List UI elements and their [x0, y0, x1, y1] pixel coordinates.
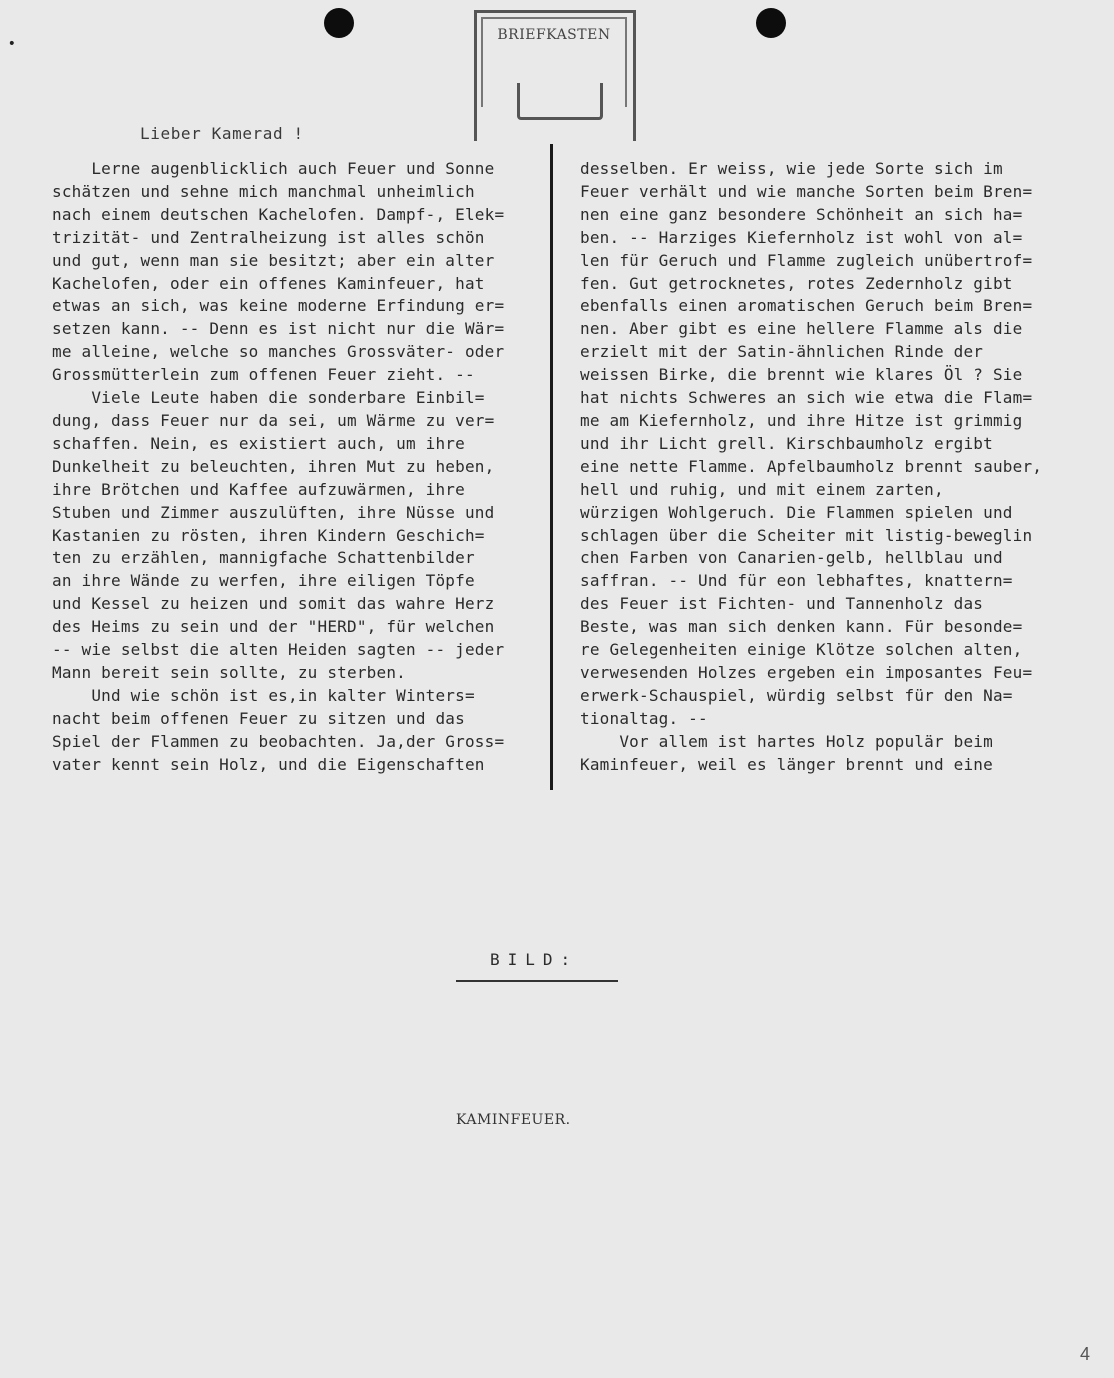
mailbox-header [474, 10, 636, 141]
column-divider [550, 144, 553, 790]
text-line: hat nichts Schweres an sich wie etwa die Flam= [580, 388, 1033, 408]
text-line: Und wie schön ist es,in kalter Winters= [52, 685, 475, 705]
corner-mark: • [5, 35, 19, 53]
text-line: ten zu erzählen, mannigfache Schattenbilder [52, 548, 475, 568]
text-line: etwas an sich, was keine moderne Erfindung er= [52, 296, 505, 316]
text-line: fen. Gut getrocknetes, rotes Zedernholz gibt [580, 273, 1013, 293]
text-line: me am Kiefernholz, und ihre Hitze ist grimmig [580, 410, 1023, 430]
text-line: hell und ruhig, und mit einem zarten, [580, 479, 944, 499]
text-line: eine nette Flamme. Apfelbaumholz brennt sauber, [580, 456, 1043, 476]
text-line: Mann bereit sein sollte, zu sterben. [52, 662, 406, 682]
text-line: Stuben und Zimmer auszulüften, ihre Nüsse und [52, 502, 495, 522]
text-line: Feuer verhält und wie manche Sorten beim Bren= [580, 181, 1033, 201]
text-line: setzen kann. -- Denn es ist nicht nur die Wär= [52, 319, 505, 339]
text-line: Kaminfeuer, weil es länger brennt und eine [580, 754, 993, 774]
text-line: erzielt mit der Satin-ähnlichen Rinde der [580, 342, 984, 362]
text-line: dung, dass Feuer nur da sei, um Wärme zu ver= [52, 410, 495, 430]
text-line: Kastanien zu rösten, ihren Kindern Geschich= [52, 525, 485, 545]
text-line: weissen Birke, die brennt wie klares Öl ? Sie [580, 365, 1023, 385]
text-line: schätzen und sehne mich manchmal unheimlich [52, 181, 475, 201]
mailbox-frame [481, 17, 627, 107]
text-line: re Gelegenheiten einige Klötze solchen alten, [580, 640, 1023, 660]
text-line: Viele Leute haben die sonderbare Einbil= [52, 388, 485, 408]
text-line: Kachelofen, oder ein offenes Kaminfeuer, hat [52, 273, 485, 293]
text-line: Lerne augenblicklich auch Feuer und Sonne [52, 159, 495, 178]
text-line: Vor allem ist hartes Holz populär beim [580, 731, 993, 751]
punch-hole-left [324, 8, 354, 38]
right-text-column [580, 158, 1100, 776]
text-line: me alleine, welche so manches Grossväter- oder [52, 342, 505, 362]
text-line: nacht beim offenen Feuer zu sitzen und das [52, 708, 465, 728]
text-line: saffran. -- Und für eon lebhaftes, knattern= [580, 571, 1013, 591]
text-line: nen. Aber gibt es eine hellere Flamme als die [580, 319, 1023, 339]
text-line: chen Farben von Canarien-gelb, hellblau und [580, 548, 1003, 568]
left-text-column [52, 158, 552, 776]
text-line: und gut, wenn man sie besitzt; aber ein alter [52, 250, 495, 270]
text-line: ihre Brötchen und Kaffee aufzuwärmen, ihre [52, 479, 465, 499]
text-line: trizität- und Zentralheizung ist alles schön [52, 227, 485, 247]
text-line: len für Geruch und Flamme zugleich unübertrof= [580, 250, 1033, 270]
text-line: und ihr Licht grell. Kirschbaumholz ergibt [580, 433, 993, 453]
text-line: desselben. Er weiss, wie jede Sorte sich im [580, 159, 1003, 178]
punch-hole-right [756, 8, 786, 38]
page-number: 4 [1080, 1344, 1091, 1364]
text-line: nach einem deutschen Kachelofen. Dampf-, Elek= [52, 204, 505, 224]
mailbox-slot-icon [517, 83, 603, 120]
mailbox-label: BRIEFKASTEN [497, 27, 611, 43]
text-line: erwerk-Schauspiel, würdig selbst für den Na= [580, 685, 1013, 705]
text-line: würzigen Wohlgeruch. Die Flammen spielen und [580, 502, 1013, 522]
text-line: verwesenden Holzes ergeben ein imposantes Feu= [580, 662, 1033, 682]
text-line: schaffen. Nein, es existiert auch, um ihre [52, 433, 465, 453]
text-line: -- wie selbst die alten Heiden sagten -- jeder [52, 640, 505, 660]
text-line: schlagen über die Scheiter mit listig-beweglin [580, 525, 1033, 545]
text-line: des Feuer ist Fichten- und Tannenholz das [580, 594, 984, 614]
text-line: Spiel der Flammen zu beobachten. Ja,der Gross= [52, 731, 505, 751]
text-line: tionaltag. -- [580, 708, 708, 728]
salutation: Lieber Kamerad ! [140, 124, 304, 143]
picture-label-underline [456, 980, 618, 982]
text-line: nen eine ganz besondere Schönheit an sich ha= [580, 204, 1023, 224]
text-line: Dunkelheit zu beleuchten, ihren Mut zu heben, [52, 456, 495, 476]
text-line: ebenfalls einen aromatischen Geruch beim Bren= [580, 296, 1033, 316]
text-line: an ihre Wände zu werfen, ihre eiligen Töpfe [52, 571, 475, 591]
text-line: des Heims zu sein und der "HERD", für welchen [52, 617, 495, 637]
text-line: vater kennt sein Holz, und die Eigenschaften [52, 754, 485, 774]
text-line: ben. -- Harziges Kiefernholz ist wohl von al= [580, 227, 1023, 247]
text-line: Grossmütterlein zum offenen Feuer zieht. -- [52, 365, 475, 385]
picture-caption: KAMINFEUER. [456, 1112, 571, 1128]
text-line: und Kessel zu heizen und somit das wahre Herz [52, 594, 495, 614]
text-line: Beste, was man sich denken kann. Für besonde= [580, 617, 1023, 637]
picture-label: BILD: [490, 950, 579, 969]
